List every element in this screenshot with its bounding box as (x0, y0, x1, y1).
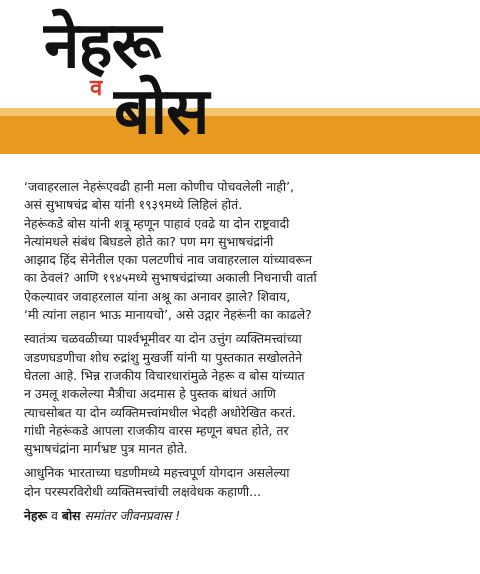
accent-band (0, 116, 480, 154)
blurb-line: नेत्यांमधले संबंध बिघडले होते का? पण मग सुभाषचंद्रांनी (24, 233, 274, 249)
blurb-line: दोन परस्परविरोधी व्यक्तिमत्त्वांची लक्षवेधक कहाणी... (24, 483, 261, 499)
blurb-line: त्याचसोबत या दोन व्यक्तिमत्त्वांमधील भेदही अधोरेखित करतं. (24, 404, 296, 420)
tagline-name-nehru: नेहरू (24, 508, 48, 524)
blurb-line: आधुनिक भारताच्या घडणीमध्ये महत्त्वपूर्ण योगदान असलेल्या (24, 465, 290, 481)
blurb-line: असं सुभाषचंद्र बोस यांनी १९३९मध्ये लिहिलं होतं. (24, 197, 243, 213)
book-blurb (24, 178, 464, 525)
blurb-line: का ठेवलं? आणि १९४५मध्ये सुभाषचंद्रांच्या अकाली निधनाची वार्ता (24, 270, 317, 286)
blurb-line: ‘जवाहरलाल नेहरूंएवढी हानी मला कोणीच पोचवलेली नाही’, (24, 179, 294, 194)
blurb-paragraph-3 (24, 464, 464, 501)
title-nehru: नेहरू (44, 9, 161, 83)
blurb-line: गांधी नेहरूंकडे आपला राजकीय वारस म्हणून बघत होते, तर (24, 422, 289, 438)
title-connector: व (90, 76, 103, 101)
blurb-paragraph-2 (24, 330, 464, 458)
title-bose: बोस (114, 75, 209, 149)
accent-band-light (0, 108, 480, 116)
blurb-line: घेतला आहे. भिन्न राजकीय विचारधारांमुळे नेहरू व बोस यांच्यात (24, 367, 305, 383)
tagline-name-bose: बोस (61, 508, 81, 524)
blurb-line: आझाद हिंद सेनेतील एका पलटणीचं नाव जवाहरलाल यांच्यावरून (24, 252, 312, 268)
blurb-line: जडणघडणीचा शोध रुद्रांशु मुखर्जी यांनी या पुस्तकात सखोलतेने (24, 349, 303, 365)
blurb-tagline (24, 507, 464, 525)
blurb-line: ऐकल्यावर जवाहरलाल यांना अश्रू का अनावर झाले? शिवाय, (24, 288, 291, 304)
blurb-paragraph-1 (24, 178, 464, 324)
blurb-line: स्वातंत्र्य चळवळीच्या पार्श्वभूमीवर या दोन उत्तुंग व्यक्तिमत्त्वांच्या (24, 331, 302, 347)
tagline-connector: व (51, 508, 58, 524)
blurb-line: नेहरूंकडे बोस यांनी शत्रू म्हणून पाहावं एवढे या दोन राष्ट्रवादी (24, 215, 290, 231)
cover-header (0, 0, 480, 156)
tagline-subtitle: समांतर जीवनप्रवास ! (84, 508, 181, 524)
blurb-line: सुभाषचंद्रांना मार्गभ्रष्ट पुत्र मानत होते. (24, 441, 188, 457)
blurb-line: ‘मी त्यांना लहान भाऊ मानायचो’, असे उद्गार नेहरूंनी का काढले? (24, 307, 312, 323)
blurb-line: न उमलू शकलेल्या मैत्रीचा अदमास हे पुस्तक बांधतं आणि (24, 386, 276, 402)
